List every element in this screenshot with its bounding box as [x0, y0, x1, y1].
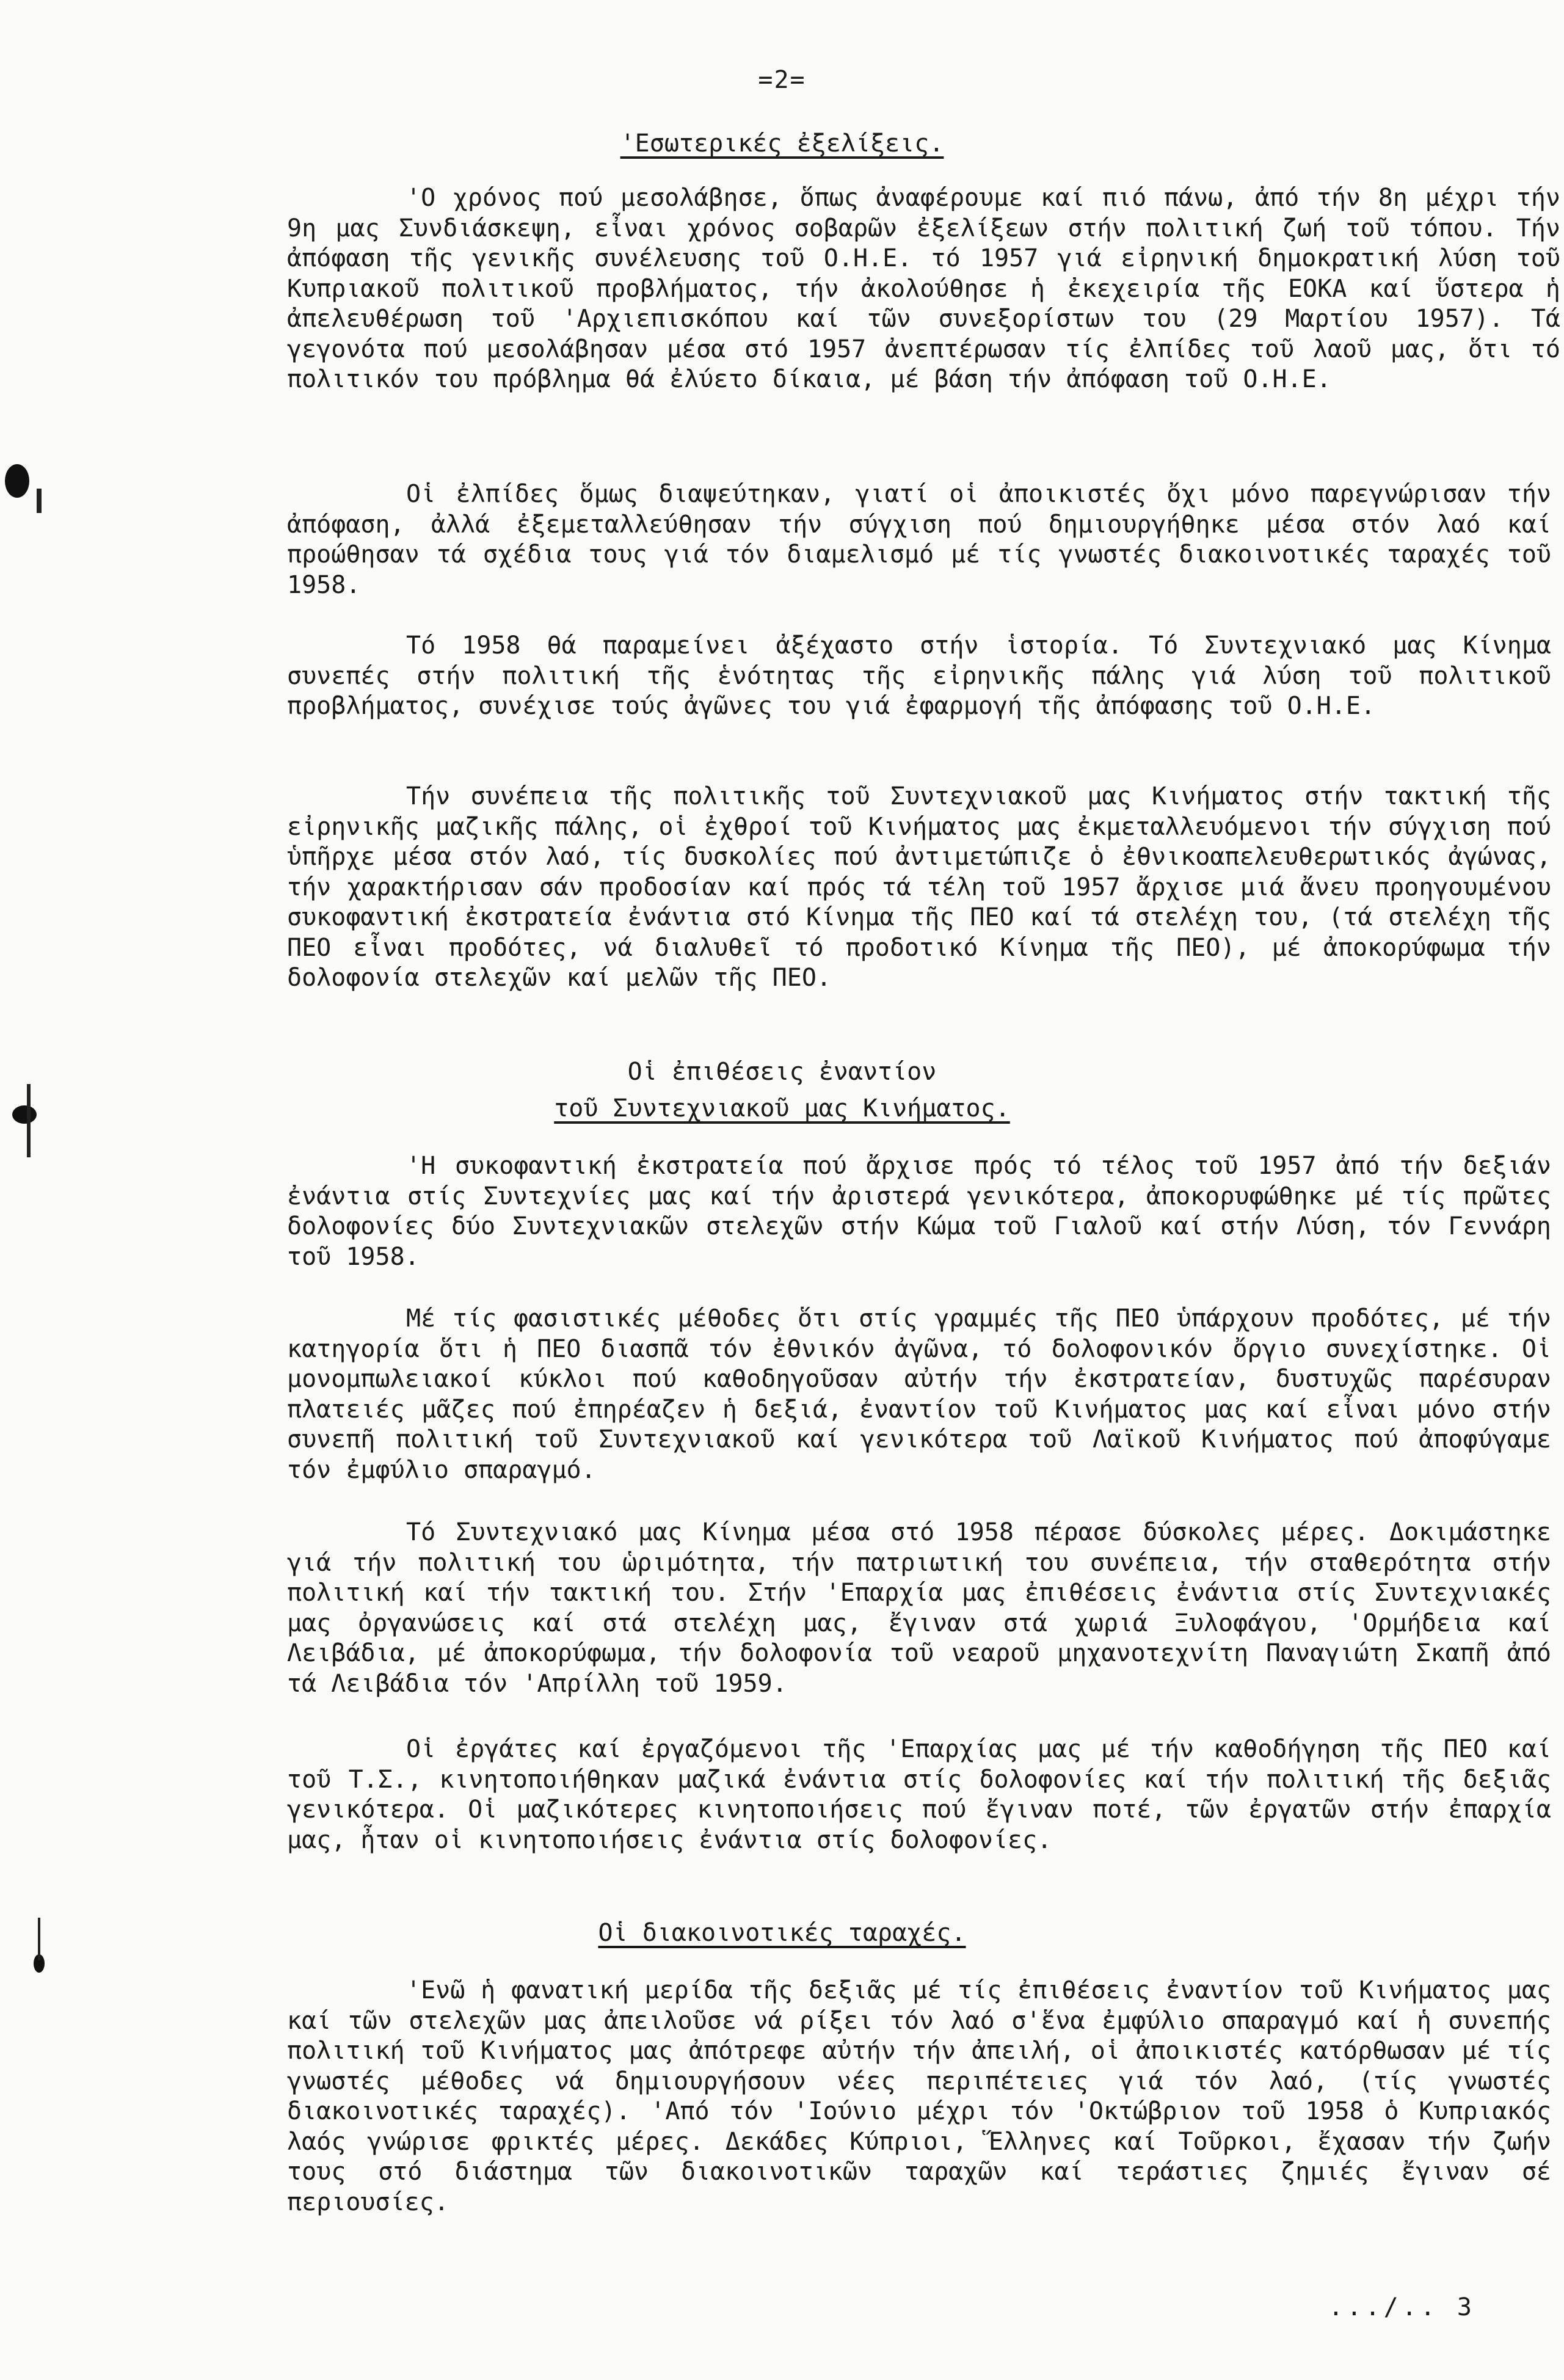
paragraph-9: 'Ενῶ ἡ φανατική μερίδα τῆς δεξιᾶς μέ τίς ἐπιθέσεις ἐναντίον τοῦ Κινήματος μας καί τῶν στελεχῶν μας ἀπειλοῦσε νά ρίξει τόν λαό σ'ἕνα ἐμφύλιο σπαραγμό καί ἡ συνεπής πολιτική τοῦ Κινήματος μας ἀπότρεφε αὐτήν τήν ἀπειλή, οἱ ἀποικιστές κατόρθωσαν μέ τίς γνωστές μέθοδες νά δημιουργήσουν νέες περιπέτειες γιά τόν λαό, (τίς γνωστές διακοινοτικές ταραχές). 'Από τόν 'Ιούνιο μέχρι τόν 'Οκτώβριον τοῦ 1958 ὁ Κυπριακός λαός γνώρισε φρικτές μέρες. Δεκάδες Κύπριοι, Ἕλληνες καί Τοῦρκοι, ἔχασαν τήν ζωήν τους στό διάστημα τῶν διακοινοτικῶν ταραχῶν καί τεράστιες ζημιές ἔγιναν σέ περιουσίες.: [287, 1976, 1551, 2216]
scan-stroke-bottom: [38, 1918, 40, 1960]
heading-attacks-line2-text: τοῦ Συντεχνιακοῦ μας Κινήματος.: [554, 1094, 1010, 1123]
paragraph-5: 'Η συκοφαντική ἐκστρατεία πού ἄρχισε πρός τό τέλος τοῦ 1957 ἀπό τήν δεξιάν ἐνάντια στίς Συντεχνίες μας καί τήν ἀριστερά γενικότερα, ἀποκορυφώθηκε μέ τίς πρῶτες δολοφονίες δύο Συντεχνιακῶν στελεχῶν στήν Κώμα τοῦ Γιαλοῦ καί στήν Λύση, τόν Γεννάρη τοῦ 1958.: [287, 1152, 1551, 1271]
continuation-marker: .../.. 3: [1328, 2293, 1475, 2321]
paragraph-1: 'Ο χρόνος πού μεσολάβησε, ὅπως ἀναφέρουμε καί πιό πάνω, ἀπό τήν 8η μέχρι τήν 9η μας Συνδιάσκεψη, εἶναι χρόνος σοβαρῶν ἐξελίξεων στήν πολιτική ζωή τοῦ τόπου. Τήν ἀπόφαση τῆς γενικῆς συνέλευσης τοῦ Ο.Η.Ε. τό 1957 γιά εἰρηνική δημοκρατική λύση τοῦ Κυπριακοῦ πολιτικοῦ προβλήματος, τήν ἀκολούθησε ἡ ἐκεχειρία τῆς ΕΟΚΑ καί ὕστερα ἡ ἀπελευθέρωση τοῦ 'Αρχιεπισκόπου καί τῶν συνεξορίστων του (29 Μαρτίου 1957). Τά γεγονότα πού μεσολάβησαν μέσα στό 1957 ἀνεπτέρωσαν τίς ἐλπίδες τοῦ λαοῦ μας, ὅτι τό πολιτικόν του πρόβλημα θά ἐλύετο δίκαια, μέ βάση τήν ἀπόφαση τοῦ Ο.Η.Ε.: [287, 184, 1560, 393]
page-number: =2=: [758, 66, 806, 94]
heading-internal-developments: [0, 125, 1564, 162]
paragraph-3: Τό 1958 θά παραμείνει ἀξέχαστο στήν ἱστορία. Τό Συντεχνιακό μας Κίνημα συνεπές στήν πολιτική τῆς ἑνότητας τῆς εἰρηνικῆς πάλης γιά λύση τοῦ πολιτικοῦ προβλήματος, συνέχισε τούς ἀγῶνες του γιά ἐφαρμογή τῆς ἀπόφασης τοῦ Ο.Η.Ε.: [287, 631, 1551, 720]
paragraph-4: Τήν συνέπεια τῆς πολιτικῆς τοῦ Συντεχνιακοῦ μας Κινήματος στήν τακτική τῆς εἰρηνικῆς μαζικῆς πάλης, οἱ ἐχθροί τοῦ Κινήματος μας ἐκμεταλλευόμενοι τήν σύγχιση πού ὑπῆρχε μέσα στόν λαό, τίς δυσκολίες πού ἀντιμετώπιζε ὁ ἐθνικοαπελευθερωτικός ἀγώνας, τήν χαρακτήρισαν σάν προδοσίαν καί πρός τά τέλη τοῦ 1957 ἄρχισε μιά ἄνευ προηγουμένου συκοφαντική ἐκστρατεία ἐνάντια στό Κίνημα τῆς ΠΕΟ καί τά στελέχη του, (τά στελέχη τῆς ΠΕΟ εἶναι προδότες, νά διαλυθεῖ τό προδοτικό Κίνημα τῆς ΠΕΟ), μέ ἀποκορύφωμα τήν δολοφονία στελεχῶν καί μελῶν τῆς ΠΕΟ.: [287, 782, 1551, 992]
paragraph-6: Μέ τίς φασιστικές μέθοδες ὅτι στίς γραμμές τῆς ΠΕΟ ὑπάρχουν προδότες, μέ τήν κατηγορία ὅτι ἡ ΠΕΟ διασπᾶ τόν ἐθνικόν ἀγῶνα, τό δολοφονικόν ὄργιο συνεχίστηκε. Οἱ μονομπωλειακοί κύκλοι πού καθοδηγοῦσαν αὐτήν τήν ἐκστρατείαν, δυστυχῶς παρέσυραν πλατειές μᾶζες πού ἐπηρέαζεν ἡ δεξιά, ἐναντίον τοῦ Κινήματος μας καί εἶναι μόνο στήν συνεπῆ πολιτική τοῦ Συντεχνιακοῦ καί γενικότερα τοῦ Λαϊκοῦ Κινήματος πού ἀποφύγαμε τόν ἐμφύλιο σπαραγμό.: [287, 1305, 1551, 1484]
heading-attacks-line2: [0, 1090, 1564, 1127]
paragraph-7: Τό Συντεχνιακό μας Κίνημα μέσα στό 1958 πέρασε δύσκολες μέρες. Δοκιμάστηκε γιά τήν πολιτική του ὡριμότητα, τήν πατριωτική του συνέπεια, τήν σταθερότητα στήν πολιτική καί τήν τακτική του. Στήν 'Επαρχία μας ἐπιθέσεις ἐνάντια στίς Συντεχνιακές μας ὀργανώσεις καί στά στελέχη μας, ἔγιναν στά χωριά Ξυλοφάγου, 'Ορμήδεια καί Λειβάδια, μέ ἀποκορύφωμα, τήν δολοφονία τοῦ νεαροῦ μηχανοτεχνίτη Παναγιώτη Σκαπῆ ἀπό τά Λειβάδια τόν 'Απρίλλη τοῦ 1959.: [287, 1518, 1551, 1698]
heading-internal-text: 'Εσωτερικές ἐξελίξεις.: [620, 129, 944, 158]
heading-attacks-line1: [0, 1054, 1564, 1090]
scan-mark-middle: [12, 1105, 37, 1124]
heading-intercommunal-riots: [0, 1915, 1564, 1951]
paragraph-2: Οἱ ἐλπίδες ὅμως διαψεύτηκαν, γιατί οἱ ἀποικιστές ὄχι μόνο παρεγνώρισαν τήν ἀπόφαση, ἀλλά ἐξεμεταλλεύθησαν τήν σύγχιση πού δημιουργήθηκε μέσα στόν λαό καί προώθησαν τά σχέδια τους γιά τόν διαμελισμό μέ τίς γνωστές διακοινοτικές ταραχές τοῦ 1958.: [287, 480, 1551, 599]
heading-attacks-line1-text: Οἱ ἐπιθέσεις ἐναντίον: [627, 1058, 937, 1086]
scan-mark-top: [5, 464, 29, 498]
scan-stroke-top: [37, 489, 42, 513]
scan-stroke-middle: [27, 1084, 31, 1157]
paragraph-8: Οἱ ἐργάτες καί ἐργαζόμενοι τῆς 'Επαρχίας μας μέ τήν καθοδήγηση τῆς ΠΕΟ καί τοῦ Τ.Σ., κινητοποιήθηκαν μαζικά ἐνάντια στίς δολοφονίες καί τήν πολιτική τῆς δεξιᾶς γενικότερα. Οἱ μαζικότερες κινητοποιήσεις πού ἔγιναν ποτέ, τῶν ἐργατῶν στήν ἐπαρχία μας, ἦταν οἱ κινητοποιήσεις ἐνάντια στίς δολοφονίες.: [287, 1735, 1551, 1854]
heading-riots-text: Οἱ διακοινοτικές ταραχές.: [598, 1919, 966, 1947]
